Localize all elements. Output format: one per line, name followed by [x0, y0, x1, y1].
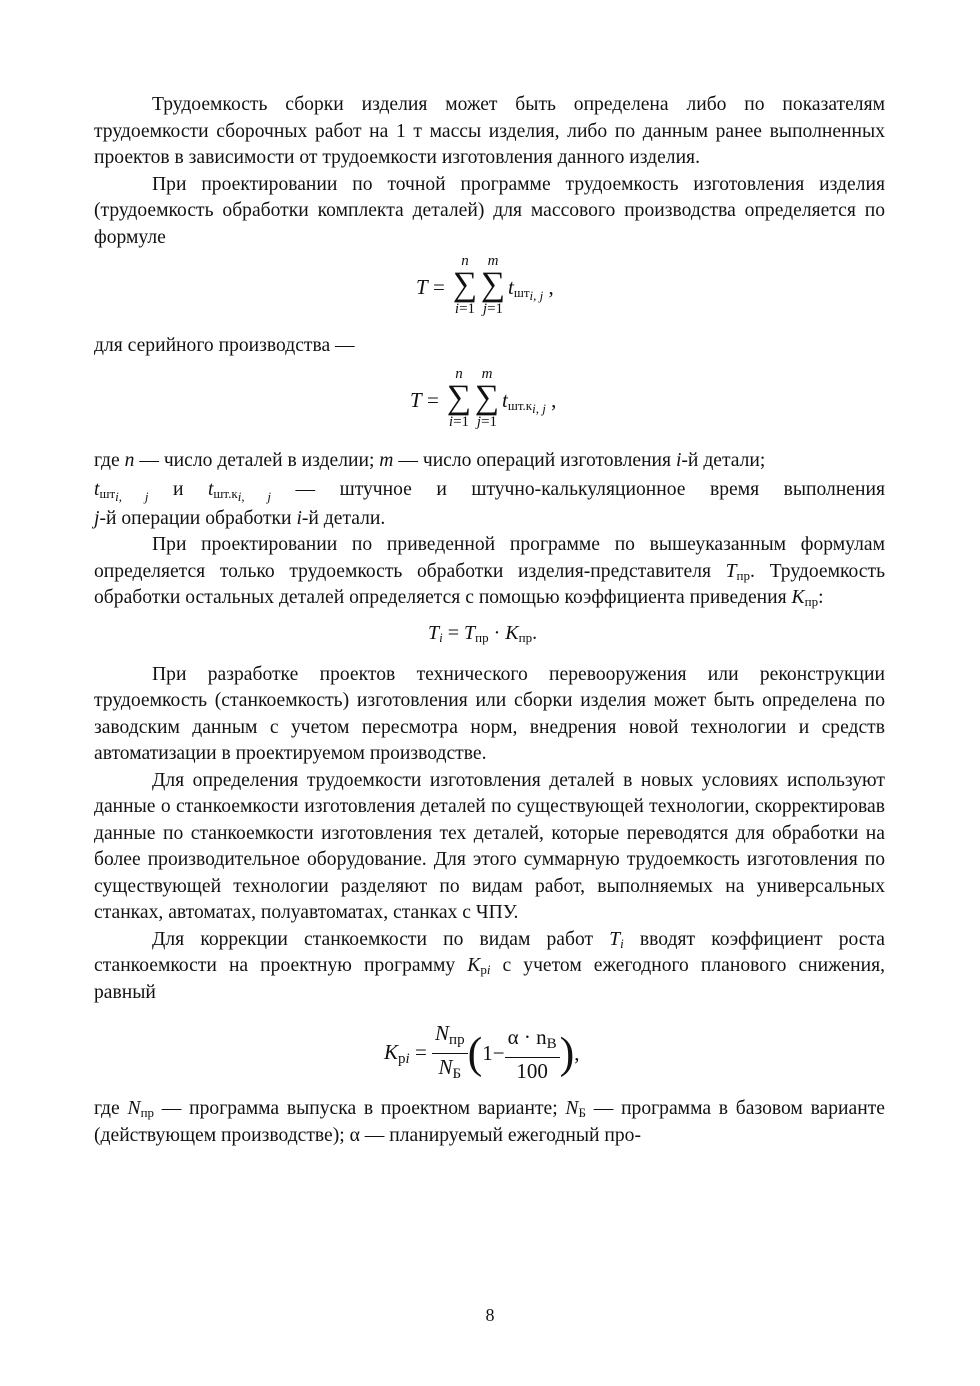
document-page — [94, 92, 885, 1149]
formula-growth-coefficient — [94, 1010, 885, 1090]
formula-reduction — [94, 612, 885, 658]
formula-1-sum-j: m ∑ j=1 — [480, 253, 506, 317]
paragraph-4-line-3: j-й операции обработки i-й детали. — [94, 507, 386, 529]
paragraph-6: При разработке проектов технического перевооружения или реконструкции трудоемкость (станкоемкость) изготовления или сборки изделия может быть определена по заводским данным с учетом пересмотра норм, внедрения новой технологии и средств автоматизации в проектируемом производстве. — [94, 663, 885, 764]
formula-1-lhs: T = — [416, 275, 445, 299]
formula-4-fraction-alpha: $\frac{\alpha \cdot nВ}{100}$ — [505, 1026, 560, 1082]
page-number: 8 — [485, 1305, 495, 1325]
formula-2-sum-i: n ∑ i=1 — [446, 365, 472, 430]
paragraph-8: Для коррекции станкоемкости по видам работ Ti вводят коэффициент роста станкоемкости на проектную программу $K_рi$ с учетом ежегодного планового снижения, равный — [94, 928, 885, 1003]
formula-4-line: Kрi = $\frac{\text{Nпр}}{NБ}$ (1− $\frac{\alpha \cdot nВ}{100}$ ), — [384, 1022, 580, 1085]
paragraph-9: где $N_{пр}$ — программа выпуска в проектном варианте; $N_Б$ — программа в базовом варианте (действующем производстве); α — планируемый ежегодный про- — [94, 1098, 885, 1146]
paragraph-1: Трудоемкость сборки изделия может быть определена либо по показателям трудоемкости сборочных работ на 1 т массы изделия, либо по данным ранее выполненных проектов в зависимости от трудоемкости изготовления данного изделия. — [94, 94, 885, 168]
paragraph-4-line-2: $t_{штi, j}$ и $t_{шт.кi, j}$ — штучное и штучно-калькуляционное время выполнения — [94, 479, 885, 504]
formula-2-term: $t_{шт.кi, j}$ , — [502, 387, 557, 416]
formula-2-sum-j: m ∑ j=1 — [474, 365, 500, 430]
formula-3-line: $Ti = T_{пр} \cdot K_{пр}$. — [428, 621, 538, 645]
formula-1-term: $t_{штi, j}$ , — [508, 275, 554, 303]
paragraph-2: При проектировании по точной программе трудоемкость изготовления изделия (трудоемкость обработки комплекта деталей) для массового производства определяется по формуле — [94, 173, 885, 248]
formula-4-fraction-n: $\frac{\text{Nпр}}{NБ}$ — [432, 1022, 468, 1085]
paragraph-4: где n — число деталей в изделии; m — число операций изготовления i-й детали; — [94, 449, 766, 471]
formula-1-sum-i: n ∑ i=1 — [452, 253, 478, 317]
formula-2-lhs: T = — [410, 387, 439, 412]
paragraph-3: для серийного производства — — [94, 335, 355, 356]
paragraph-5: При проектировании по приведенной программе по вышеуказанным формулам определяется только трудоемкость обработки изделия-представителя $T_{пр}$. Трудоемкость обработки остальных деталей определяется с помощью коэффициента приведения $K_{пр}$: — [94, 534, 886, 609]
formula-mass-production — [94, 253, 885, 325]
formula-serial-production — [94, 366, 885, 438]
paragraph-7: Для определения трудоемкости изготовления деталей в новых условиях используют данные о станкоемкости изготовления деталей по существующей технологии, скорректировав данные по станкоемкости изготовления тех деталей, которые переводятся для обработки на более производительное оборудование. Для этого суммарную трудоемкость изготовления по существующей технологии разделяют по видам работ, выполняемых на универсальных станках, автоматах, полуавтоматах, станках с ЧПУ. — [94, 769, 885, 923]
